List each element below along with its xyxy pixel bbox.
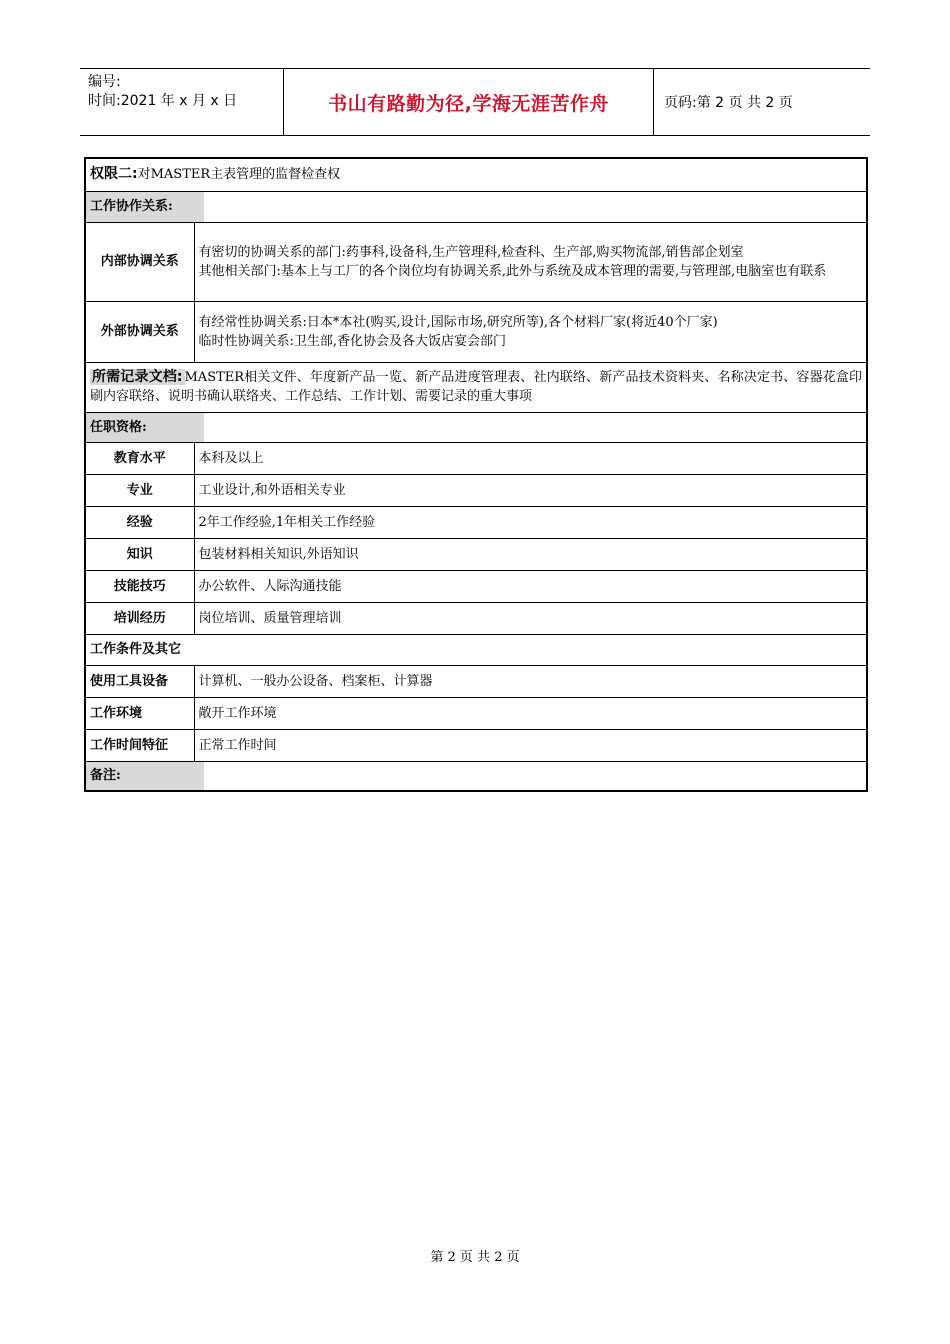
knowledge-label: 知识 [85,538,194,570]
table-row [85,412,867,442]
records-text: MASTER相关文件、年度新产品一览、新产品进度管理表、社内联络、新产品技术资料夹、名称决定书、容器花盒印刷内容联络、说明书确认联络夹、工作总结、工作计划、需要记录的重大事项 [90,370,863,404]
internal-coord-line: 其他相关部门:基本上与工厂的各个岗位均有协调关系,此外与系统及成本管理的需要,与管理部,电脑室也有联系 [198,263,827,279]
skills-label: 技能技巧 [85,570,194,602]
external-coord-line: 有经常性协调关系:日本*本社(购买,设计,国际市场,研究所等),各个材料厂家(将近40个厂家) [198,314,718,330]
remarks-label: 备注: [90,768,121,784]
document-number: 编号: [88,74,121,90]
job-description-table [84,157,868,792]
records-label: 所需记录文档: [92,369,183,385]
table-row [85,602,867,634]
table-row [85,761,867,791]
coop-section-heading [85,191,867,222]
authority2-text: 对MASTER主表管理的监督检查权 [137,167,341,183]
qual-section-label: 任职资格: [90,419,147,435]
internal-coord-label: 内部协调关系 [85,222,194,301]
header-page-info: 页码:第 2 页 共 2 页 [664,95,793,111]
authority2-label: 权限二: [90,166,138,183]
table-row [85,697,867,729]
table-row [85,158,867,191]
page-footer: 第 2 页 共 2 页 [430,1250,520,1265]
environment-label: 工作环境 [85,697,194,729]
table-row [85,442,867,474]
header-motto: 书山有路勤为径,学海无涯苦作舟 [328,92,609,115]
worktime-label: 工作时间特征 [85,729,194,761]
coop-section-label: 工作协作关系: [90,199,173,214]
conditions-section-heading: 工作条件及其它 [85,634,867,665]
environment-value: 敞开工作环境 [194,697,867,729]
experience-label: 经验 [85,506,194,538]
records-cell [85,362,867,412]
document-date: 时间:2021 年 x 月 x 日 [88,93,238,109]
major-value: 工业设计,和外语相关专业 [194,474,867,506]
tools-label: 使用工具设备 [85,665,194,697]
table-row [85,506,867,538]
qual-section-heading [85,412,867,442]
table-row [85,665,867,697]
authority2-cell [85,158,867,191]
table-row [85,191,867,222]
table-row [85,570,867,602]
training-label: 培训经历 [85,602,194,634]
internal-coord-line: 有密切的协调关系的部门:药事科,设备科,生产管理科,检查科、生产部,购买物流部,销售部企划室 [198,244,744,260]
external-coord-line: 临时性协调关系:卫生部,香化协会及各大饭店宴会部门 [198,333,507,349]
internal-coord-value [194,222,867,301]
education-value: 本科及以上 [194,442,867,474]
table-row [85,538,867,570]
table-row [85,362,867,412]
major-label: 专业 [85,474,194,506]
skills-value: 办公软件、人际沟通技能 [194,570,867,602]
training-value: 岗位培训、质量管理培训 [194,602,867,634]
header-divider [653,69,654,135]
table-row [85,301,867,362]
worktime-value: 正常工作时间 [194,729,867,761]
remarks-row [85,761,867,791]
knowledge-value: 包装材料相关知识,外语知识 [194,538,867,570]
header-meta [88,73,284,111]
education-label: 教育水平 [85,442,194,474]
experience-value: 2年工作经验,1年相关工作经验 [194,506,867,538]
external-coord-value [194,301,867,362]
tools-value: 计算机、一般办公设备、档案柜、计算器 [194,665,867,697]
external-coord-label: 外部协调关系 [85,301,194,362]
page-header [80,68,870,136]
table-row [85,729,867,761]
table-row [85,634,867,665]
table-row [85,474,867,506]
table-row [85,222,867,301]
